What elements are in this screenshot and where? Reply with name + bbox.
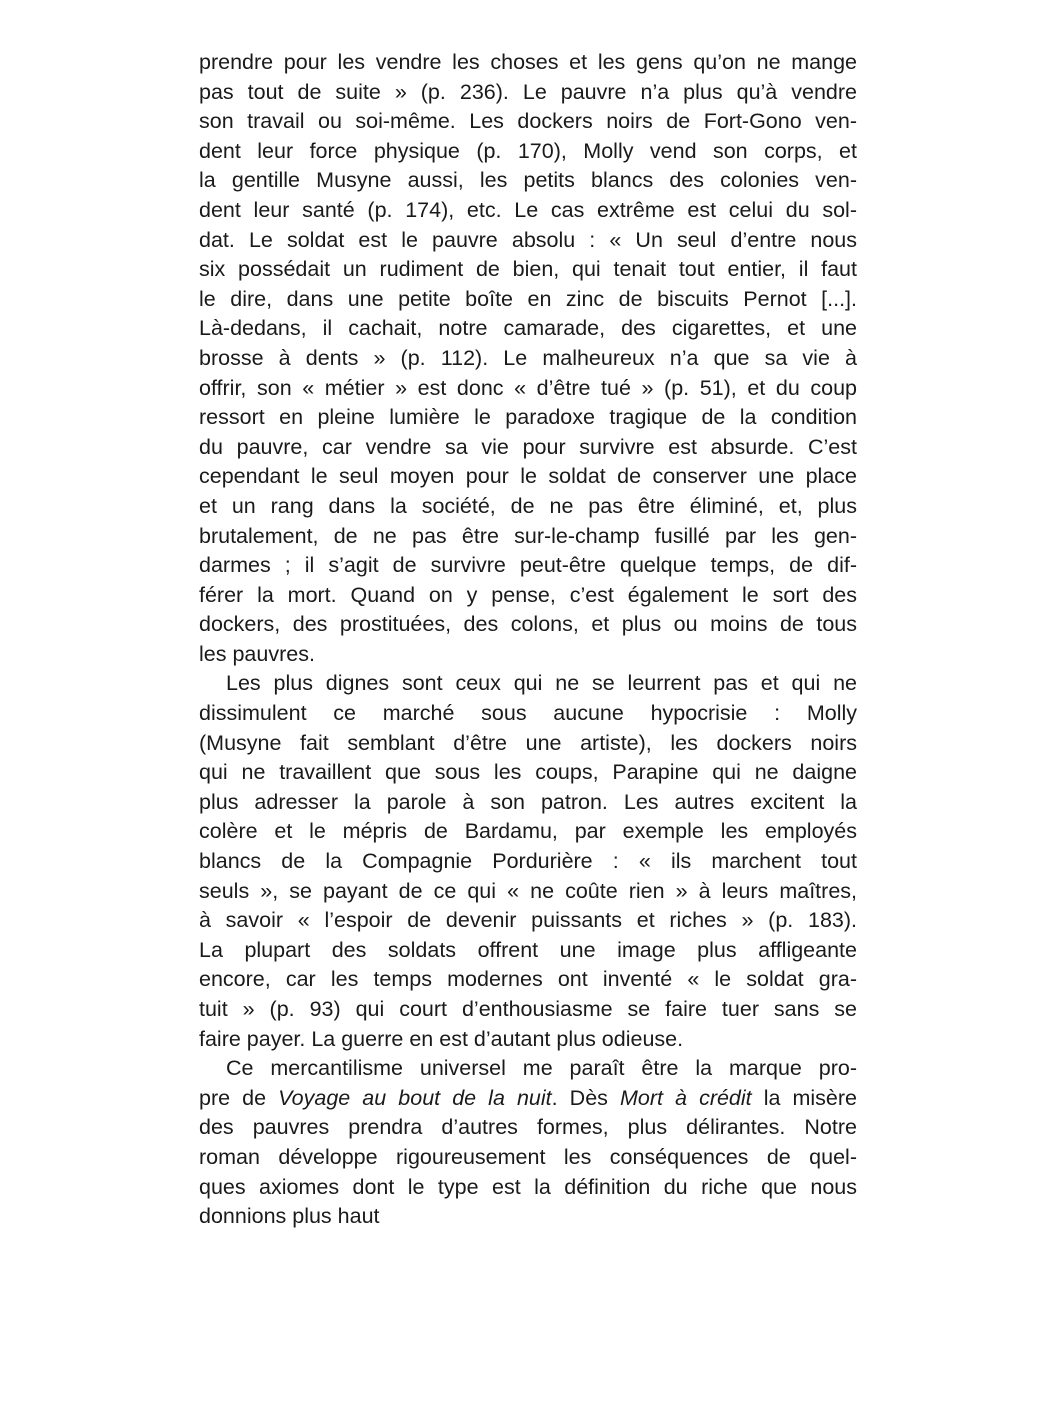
- text-line: prendre pour les vendre les choses et les gens qu’on ne mange: [199, 50, 857, 74]
- text-line: plus adresser la parole à son patron. Les autres excitent la: [199, 789, 857, 814]
- text-line: cependant le seul moyen pour le soldat de conserver une place: [199, 464, 857, 489]
- text-line: encore, car les temps modernes ont inventé « le soldat gra-: [199, 967, 857, 992]
- text-line: dent leur santé (p. 174), etc. Le cas extrême est celui du sol-: [199, 197, 857, 222]
- text-line: Là-dedans, il cachait, notre camarade, des cigarettes, et une: [199, 316, 857, 341]
- text-line: Les plus dignes sont ceux qui ne se leurrent pas et qui ne: [226, 671, 857, 696]
- text-line: et un rang dans la société, de ne pas être éliminé, et, plus: [199, 493, 857, 518]
- text-line: dockers, des prostituées, des colons, et plus ou moins de tous: [199, 612, 857, 637]
- book-title-mort-a-credit: Mort à crédit: [619, 1085, 752, 1110]
- paragraph-3: [199, 1054, 857, 1232]
- text-line: roman développe rigoureusement les conséquences de quel-: [199, 1144, 857, 1169]
- text-line: dat. Le soldat est le pauvre absolu : « Un seul d’entre nous: [199, 227, 857, 252]
- text-line: des pauvres prendra d’autres formes, plus délirantes. Notre: [199, 1115, 857, 1140]
- text-line: à savoir « l’espoir de devenir puissants et riches » (p. 183).: [199, 908, 857, 933]
- text-line: pas tout de suite » (p. 236). Le pauvre n’a plus qu’à vendre: [199, 79, 857, 104]
- text-line: brutalement, de ne pas être sur-le-champ fusillé par les gen-: [199, 523, 857, 548]
- text-line: la gentille Musyne aussi, les petits blancs des colonies ven-: [199, 168, 857, 193]
- text-line: férer la mort. Quand on y pense, c’est également le sort des: [199, 582, 857, 607]
- text-line: donnions plus haut: [199, 1204, 380, 1229]
- text-line: qui ne travaillent que sous les coups, Parapine qui ne daigne: [199, 760, 857, 785]
- text-line: du pauvre, car vendre sa vie pour survivre est absurde. C’est: [199, 434, 857, 459]
- text-line: les pauvres.: [199, 641, 315, 666]
- text-line: ressort en pleine lumière le paradoxe tragique de la condition: [199, 405, 857, 430]
- text-fragment: la misère: [751, 1085, 857, 1110]
- text-line: colère et le mépris de Bardamu, par exemple les employés: [199, 819, 857, 844]
- book-title-voyage: Voyage au bout de la nuit: [278, 1085, 552, 1110]
- text-line: tuit » (p. 93) qui court d’enthousiasme se faire tuer sans se: [199, 997, 857, 1021]
- paragraph-2: [199, 669, 857, 1054]
- text-fragment: . Dès: [551, 1085, 620, 1110]
- text-line: faire payer. La guerre en est d’autant plus odieuse.: [199, 1026, 684, 1051]
- text-line: blancs de la Compagnie Pordurière : « ils marchent tout: [199, 849, 857, 874]
- text-line-with-titles: [199, 1084, 857, 1114]
- document-page: [199, 48, 857, 1232]
- text-line: dent leur force physique (p. 170), Molly vend son corps, et: [199, 138, 857, 163]
- text-line: darmes ; il s’agit de survivre peut-être quelque temps, de dif-: [199, 553, 857, 578]
- text-line: le dire, dans une petite boîte en zinc de biscuits Pernot [...].: [199, 286, 857, 311]
- text-line: dissimulent ce marché sous aucune hypocrisie : Molly: [199, 701, 857, 726]
- text-line: brosse à dents » (p. 112). Le malheureux n’a que sa vie à: [199, 345, 857, 370]
- text-line: seuls », se payant de ce qui « ne coûte rien » à leurs maîtres,: [199, 878, 857, 903]
- text-line: son travail ou soi-même. Les dockers noirs de Fort-Gono ven-: [199, 109, 857, 134]
- text-line: six possédait un rudiment de bien, qui tenait tout entier, il faut: [199, 257, 857, 282]
- text-line: ques axiomes dont le type est la définition du riche que nous: [199, 1174, 857, 1199]
- text-line: Ce mercantilisme universel me paraît être la marque pro-: [226, 1056, 857, 1081]
- text-line: (Musyne fait semblant d’être une artiste), les dockers noirs: [199, 730, 857, 755]
- text-line: offrir, son « métier » est donc « d’être tué » (p. 51), et du coup: [199, 375, 857, 400]
- text-line: La plupart des soldats offrent une image plus affligeante: [199, 937, 857, 962]
- paragraph-1: [199, 48, 857, 669]
- text-fragment: pre de: [199, 1085, 279, 1110]
